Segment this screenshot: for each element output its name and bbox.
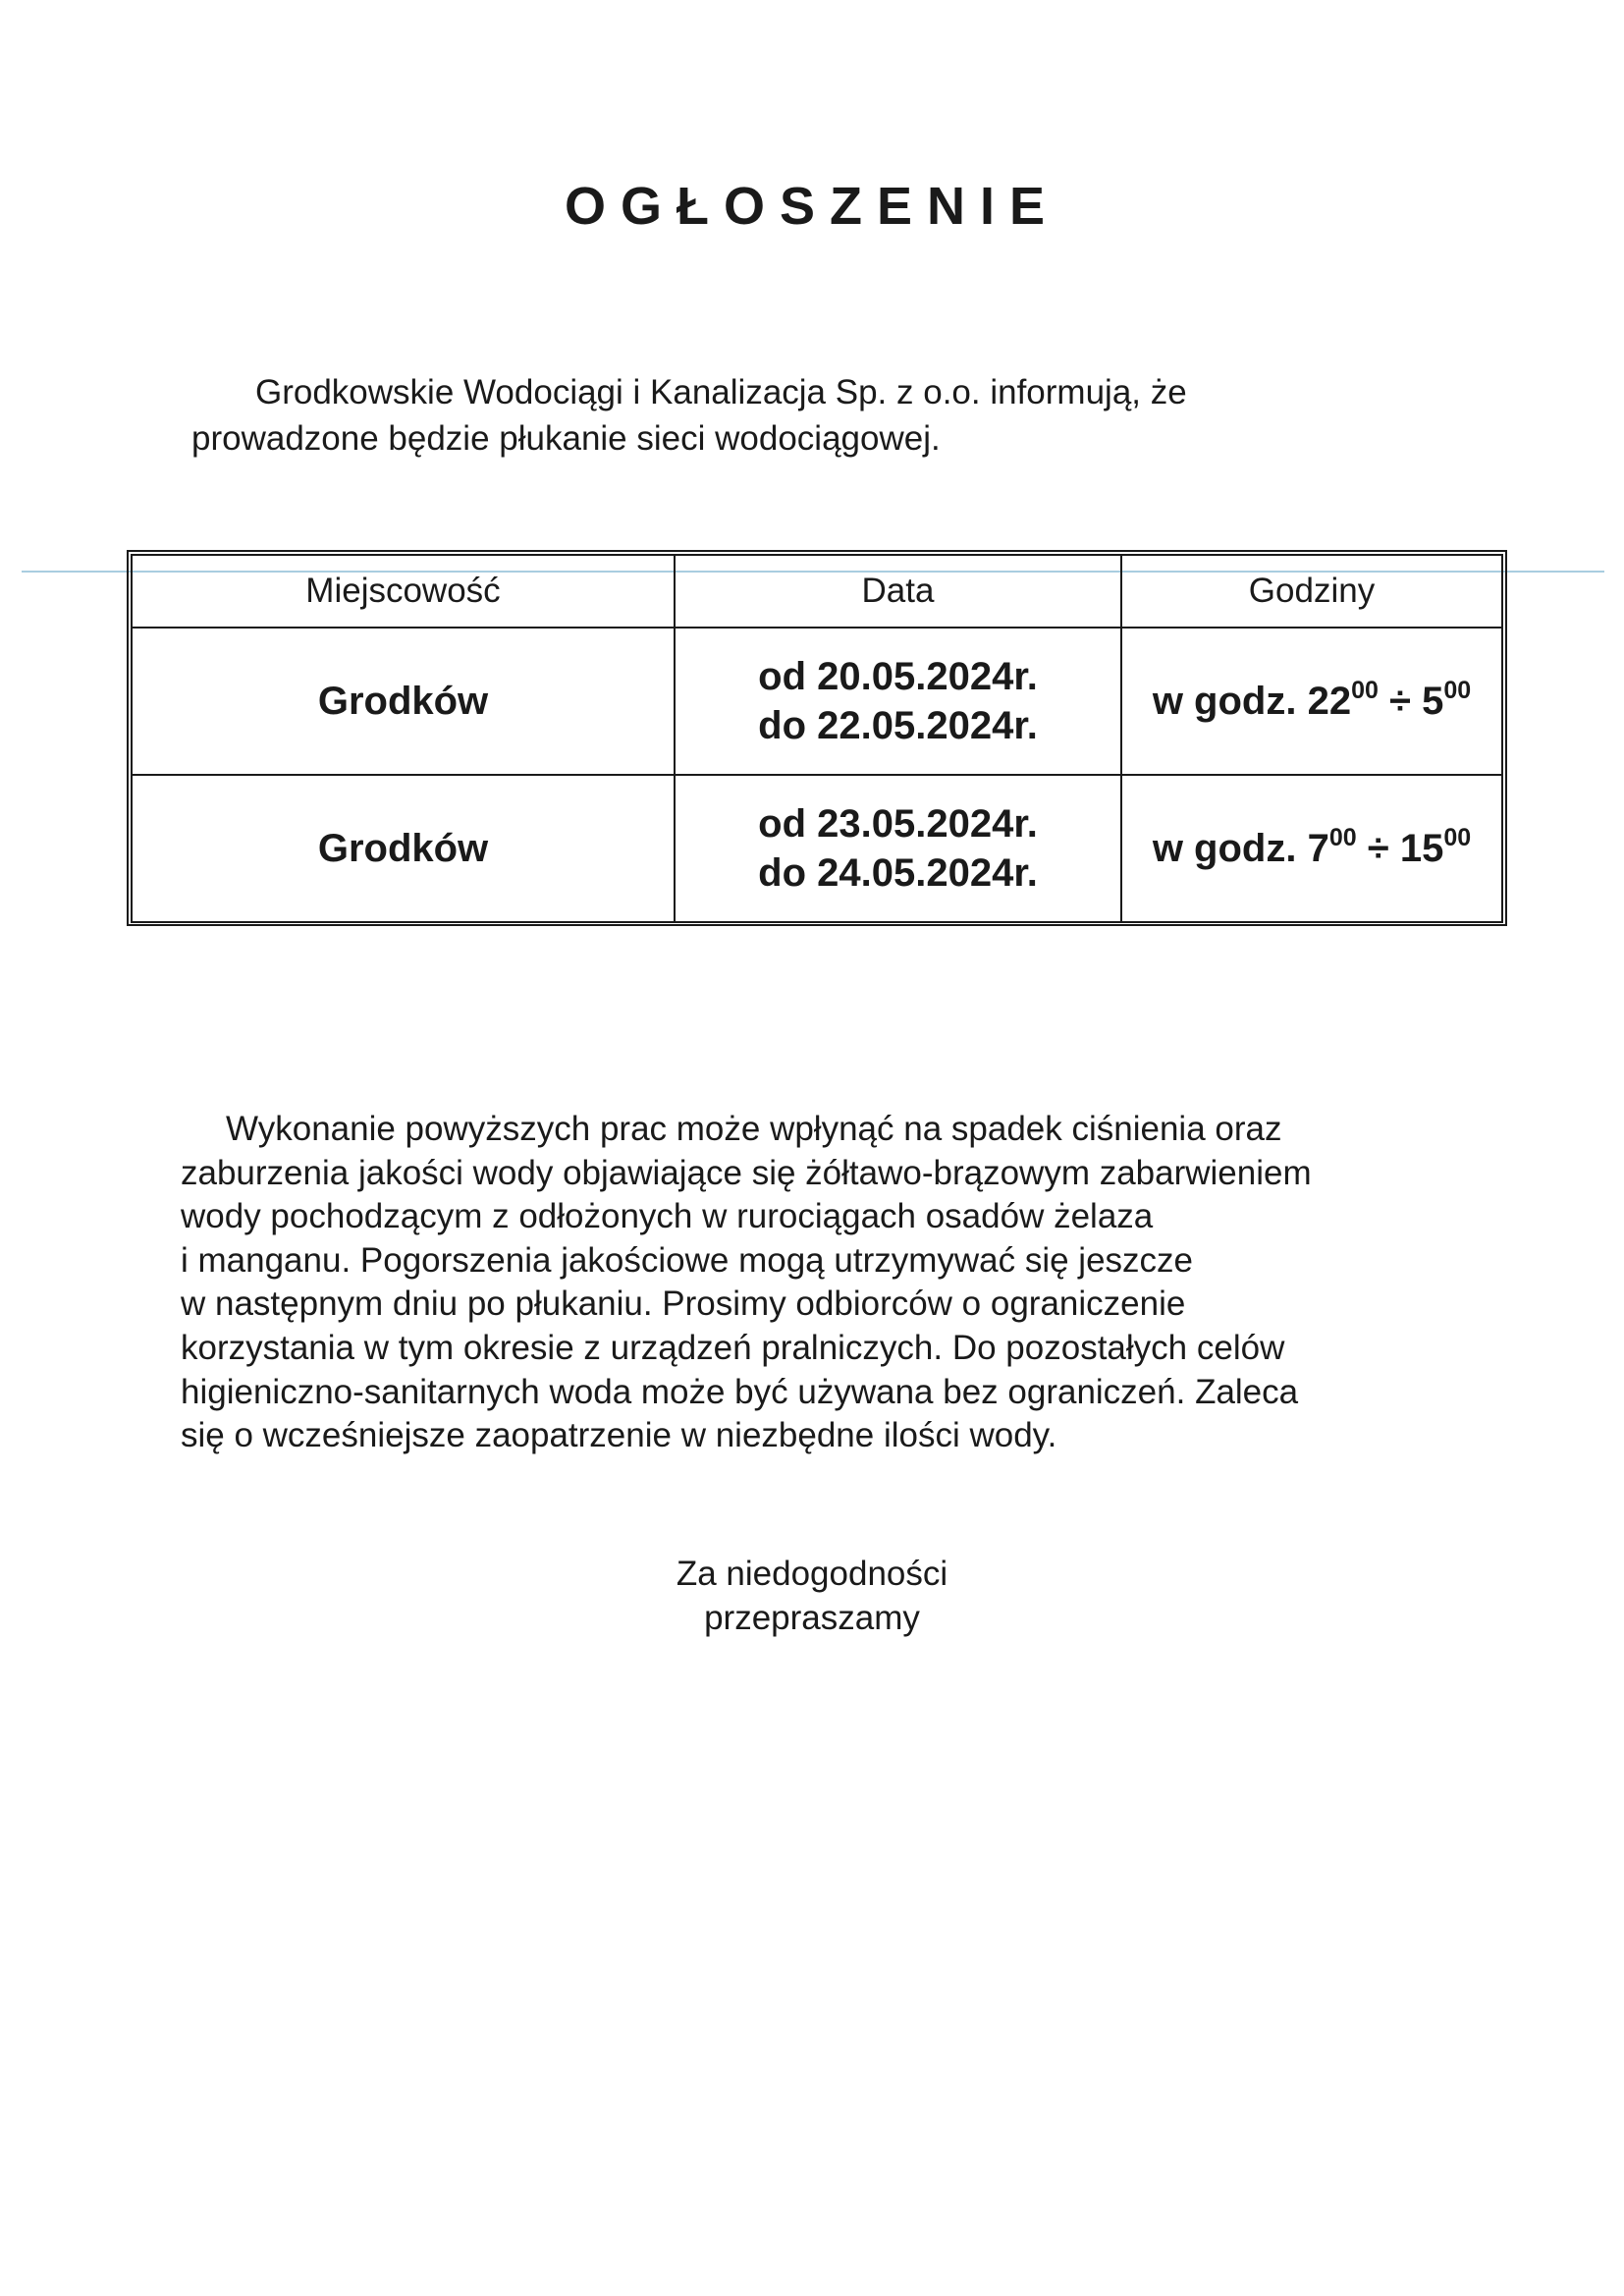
table-header-row bbox=[132, 555, 1502, 628]
page-title: OGŁOSZENIE bbox=[564, 177, 1060, 236]
cell-place: Grodków bbox=[132, 628, 675, 775]
closing-apology bbox=[0, 1552, 1624, 1640]
header-hours: Godziny bbox=[1121, 555, 1502, 628]
body-line: wody pochodzącym z odłożonych w rurociągach osadów żelaza bbox=[181, 1197, 1154, 1236]
hours-start-hour: 22 bbox=[1307, 680, 1352, 723]
header-date: Data bbox=[675, 555, 1121, 628]
body-line: Wykonanie powyższych prac może wpłynąć na spadek ciśnienia oraz bbox=[226, 1110, 1282, 1148]
body-line: higieniczno-sanitarnych woda może być używana bez ograniczeń. Zaleca bbox=[181, 1372, 1299, 1411]
header-place: Miejscowość bbox=[132, 555, 675, 628]
date-from: od 23.05.2024r. bbox=[758, 802, 1038, 846]
table-row bbox=[132, 628, 1502, 775]
body-line: i manganu. Pogorszenia jakościowe mogą utrzymywać się jeszcze bbox=[181, 1240, 1194, 1280]
date-from: od 20.05.2024r. bbox=[758, 655, 1038, 698]
hours-end-hour: 15 bbox=[1399, 827, 1444, 870]
cell-date bbox=[675, 775, 1121, 922]
body-line: w następnym dniu po płukaniu. Prosimy odbiorców o ograniczenie bbox=[181, 1285, 1186, 1324]
hours-prefix: w godz. bbox=[1152, 680, 1308, 723]
table-row bbox=[132, 775, 1502, 922]
cell-hours bbox=[1121, 628, 1502, 775]
cell-hours bbox=[1121, 775, 1502, 922]
date-to: do 22.05.2024r. bbox=[758, 704, 1038, 747]
intro-paragraph bbox=[191, 369, 1419, 462]
hours-start-hour: 7 bbox=[1307, 827, 1329, 870]
cell-place: Grodków bbox=[132, 775, 675, 922]
schedule-table-frame bbox=[127, 550, 1507, 926]
body-line: się o wcześniejsze zaopatrzenie w niezbędne ilości wody. bbox=[181, 1416, 1057, 1455]
closing-line: przepraszamy bbox=[704, 1599, 920, 1637]
hours-end-hour: 5 bbox=[1422, 680, 1444, 723]
hours-separator: ÷ bbox=[1378, 680, 1423, 723]
hours-separator: ÷ bbox=[1356, 827, 1400, 870]
hours-start-minutes: 00 bbox=[1351, 677, 1379, 704]
body-line: korzystania w tym okresie z urządzeń pralniczych. Do pozostałych celów bbox=[181, 1328, 1285, 1367]
closing-line: Za niedogodności bbox=[676, 1555, 948, 1593]
date-to: do 24.05.2024r. bbox=[758, 851, 1038, 895]
notice-body bbox=[181, 1108, 1457, 1458]
body-line: zaburzenia jakości wody objawiające się żółtawo-brązowym zabarwieniem bbox=[181, 1153, 1312, 1192]
hours-end-minutes: 00 bbox=[1443, 824, 1472, 851]
intro-line: prowadzone będzie płukanie sieci wodociągowej. bbox=[191, 419, 941, 458]
schedule-table bbox=[131, 554, 1503, 923]
hours-start-minutes: 00 bbox=[1328, 824, 1357, 851]
hours-prefix: w godz. bbox=[1152, 827, 1308, 870]
intro-line: Grodkowskie Wodociągi i Kanalizacja Sp. z o.o. informują, że bbox=[255, 373, 1187, 411]
cell-date bbox=[675, 628, 1121, 775]
hours-end-minutes: 00 bbox=[1443, 677, 1472, 704]
